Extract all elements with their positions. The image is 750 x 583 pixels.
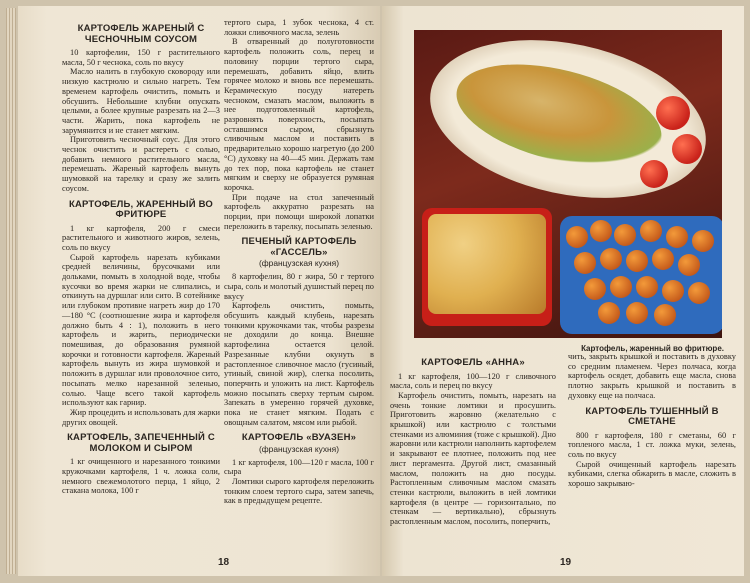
tomato xyxy=(672,134,702,164)
recipe-title: КАРТОФЕЛЬ, ЗАПЕЧЕННЫЙ С МОЛОКОМ И СЫРОМ xyxy=(67,432,215,454)
potato-ball xyxy=(688,282,710,304)
potato-ball xyxy=(600,248,622,270)
photo-caption: Картофель, жаренный во фритюре. xyxy=(581,344,724,353)
potato-ball xyxy=(626,302,648,324)
recipe-text: тертого сыра, 1 зубок чеснока, 4 ст. ложки сливочного масла, зелень xyxy=(224,18,374,37)
recipe-text: Жир процедить и использовать для жарки других овощей. xyxy=(62,407,220,427)
food-photo xyxy=(414,30,722,338)
recipe-text: 1 кг картофеля, 100—120 г масла, 100 г сыра xyxy=(224,457,374,477)
potato-ball xyxy=(640,220,662,242)
recipe-title: КАРТОФЕЛЬ, ЖАРЕННЫЙ ВО ФРИТЮРЕ xyxy=(68,198,214,221)
recipe-text: 800 г картофеля, 180 г сметаны, 60 г топленого масла, 1 ст. ложка муки, зелень, соль по вкусу xyxy=(568,430,736,459)
potato-ball xyxy=(654,304,676,326)
potato-ball xyxy=(626,250,648,272)
potato-ball xyxy=(666,226,688,248)
right-page-column-1 xyxy=(390,352,556,527)
recipe-text: Сырой картофель нарезать кубиками средней величины, брусочками или дольками, помыть в холодной воде, чтобы кусочки во время жарки не слипались, и откинуть на дуршлаг или сито. В сотейнике или глубоком противне нагреть жир до 170—180 °С (соотношение жира и картофеля должно быть 4 : 1), положить в него картофель и жарить, периодически помешивая, до образования румяной корочки и готовности картофеля. Жареный картофель вынуть из жира шумовкой и положить в дуршлаг или проволочное сито, посыпать мелко нарезанной зеленью, солью. Чаще всего такой картофель используют как гарнир. xyxy=(62,252,220,408)
cuisine-note: (французская кухня) xyxy=(259,258,339,269)
page-edges xyxy=(6,8,16,574)
potato-ball xyxy=(652,248,674,270)
recipe-text: 1 кг картофеля, 200 г смеси растительного и животного жиров, зелень, соль по вкусу xyxy=(62,223,220,252)
cuisine-note: (французская кухня) xyxy=(259,443,339,454)
potato-ball xyxy=(692,230,714,252)
deep-fried-potatoes xyxy=(428,214,546,314)
potato-ball xyxy=(584,278,606,300)
recipe-text: 10 картофелин, 150 г растительного масла, 50 г чеснока, соль по вкусу xyxy=(62,48,220,67)
recipe-title: КАРТОФЕЛЬ «АННА» xyxy=(421,357,525,368)
recipe-title: ПЕЧЕНЫЙ КАРТОФЕЛЬ «ГАССЕЛЬ» xyxy=(241,236,357,258)
potato-ball xyxy=(662,280,684,302)
recipe-text: Картофель очистить, помыть, нарезать на очень тонкие ломтики и просушить. Приготовить жаровню (желательно с крышкой) или кастрюлю с толстыми стенками из алюминия (тоже с крышкой). Дно жаровни или кастрюли наполнить картофелем и закрывают ее плотнее, положить под нее лист пергамента. Другой лист, смазанный маслом, положить на дно посуды. Растопленным сливочным маслом смазать стенки кастрюли, выложить в ней ломтики картофеля (в центре — горизонтально, по стенкам — вертикально), сбрызнуть растопленным маслом, посолить, поперчить, xyxy=(390,390,556,527)
potato-ball xyxy=(678,254,700,276)
recipe-title: КАРТОФЕЛЬ «ВУАЗЕН» xyxy=(241,432,357,444)
tomato xyxy=(640,160,668,188)
recipe-text: В отваренный до полуготовности картофель положить соль, перец и половину порции тертого сыра, перемешать, добавить яйцо, влить горячее молоко и вновь все перемешать. Керамическую посуду натереть чесноком, смазать маслом, выложить в нее подготовленный картофель, разровнять поверхность, посыпать оставшимся сыром, сбрызнуть сливочным маслом и поставить в предварительно хорошо нагретую (до 200 °С) духовку на 40—45 мин. Держать там до тех пор, пока картофель не станет мягким и сверху не образуется румяная корочка. xyxy=(224,37,374,192)
recipe-text: Приготовить чесночный соус. Для этого чеснок очистить и растереть с солью, добавить немного растительного масла, перемешать. Жареный картофель вынуть шумовкой на тарелку и сразу же залить соусом. xyxy=(62,135,220,193)
potato-ball xyxy=(566,226,588,248)
recipe-text: Масло налить в глубокую сковороду или низкую кастрюлю и сильно нагреть. Тем временем картофель очистить, помыть и обсушить. Небольшие клубни опускать целыми, а более крупные разрезать на 2—3 части. Жарить, пока картофель не зарумянится и не станет мягким. xyxy=(62,67,220,135)
potato-ball xyxy=(590,220,612,242)
potato-ball xyxy=(574,252,596,274)
recipe-text: 1 кг очищенного и нарезанного тонкими кружочками картофеля, 1 ч. ложка соли, немного свежемолотого перца, 1 яйцо, 2 стакана молока, 100 г xyxy=(62,457,220,496)
recipe-text: 8 картофелин, 80 г жира, 50 г тертого сыра, соль и молотый душистый перец по вкусу xyxy=(224,272,374,301)
right-page-column-2 xyxy=(568,352,736,489)
page-number: 19 xyxy=(560,557,572,568)
recipe-text: чить, закрыть крышкой и поставить в духовку со средним пламенем. Через полчаса, когда картофель осядет, добавить еще масла, снова плотно закрыть крышкой и поставить в духовку еще на полчаса. xyxy=(568,352,736,400)
potato-ball xyxy=(614,224,636,246)
left-page xyxy=(18,6,380,576)
recipe-text: Картофель очистить, помыть, обсушить каждый клубень, нарезать тонкими кружочками так, чтобы разрезы не доходили до конца. Внешне картофелина остается целой. Разрезанные клубни окунуть в растопленное сливочное масло (гусиный, утиный, свиной жир), слегка посолить, поперчить и уложить на лист. Картофель можно посыпать сверху тертым сыром. Запекать в умеренно горячей духовке, пока не станет мягким. Подать с овощным салатом, мясом или рыбой. xyxy=(224,301,374,427)
recipe-text: 1 кг картофеля, 100—120 г сливочного масла, соль и перец по вкусу xyxy=(390,371,556,391)
potato-ball xyxy=(598,302,620,324)
recipe-title: КАРТОФЕЛЬ ТУШЕННЫЙ В СМЕТАНЕ xyxy=(585,405,719,428)
left-page-column-1 xyxy=(62,18,220,496)
recipe-text: Сырой очищенный картофель нарезать кубиками, слегка обжарить в масле, сложить в хорошо закрываю- xyxy=(568,459,736,489)
recipe-text: При подаче на стол запеченный картофель аккуратно разрезать на порции, при помощи широкой лопатки переложить в тарелку, посыпать зеленью. xyxy=(224,192,374,231)
page-number: 18 xyxy=(218,557,230,568)
tomato xyxy=(656,96,690,130)
potato-ball xyxy=(610,276,632,298)
recipe-text: Ломтики сырого картофеля переложить тонким слоем тертого сыра, затем запечь, как в предыдущем рецепте. xyxy=(224,477,374,506)
potato-ball xyxy=(636,276,658,298)
recipe-title: КАРТОФЕЛЬ ЖАРЕНЫЙ С ЧЕСНОЧНЫМ СОУСОМ xyxy=(77,23,205,45)
left-page-column-2 xyxy=(224,18,374,506)
